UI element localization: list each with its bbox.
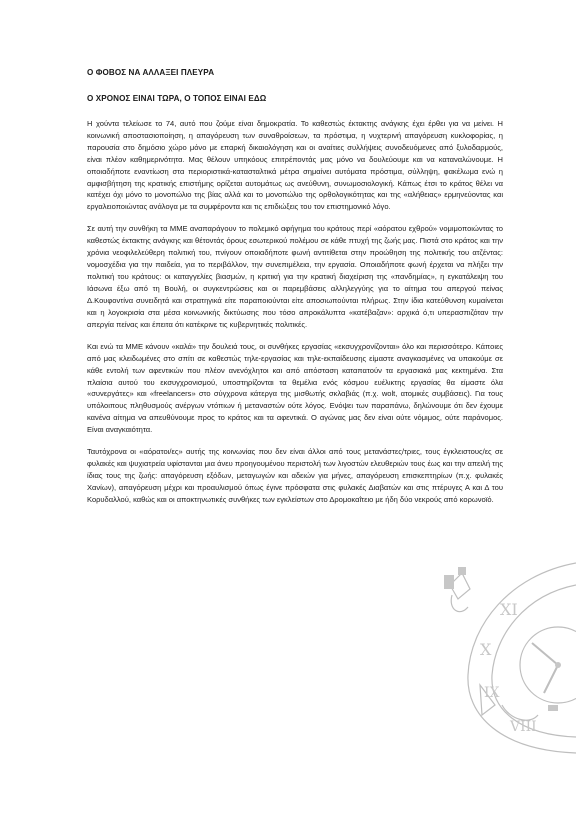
- svg-text:IX: IX: [484, 685, 500, 701]
- svg-text:X: X: [480, 640, 492, 659]
- svg-text:VIII: VIII: [510, 719, 537, 735]
- paragraph: Ταυτόχρονα οι «αόρατοι/ες» αυτής της κοινωνίας που δεν είναι άλλοι από τους μετανάστες/τριες, τους έγκλειστους/ες σε φυλακές και ψυχιατρεία υφίστανται μια άνευ προηγουμένου περιστολή των λιγοστών ελευθεριών τους έως και την απειλή της ίδιας τους της ζωής: απαγόρευση εξόδων, μεταγωγών και αδειών για μήνες, απαγόρευση επισκεπτηρίων (π.χ. φυλακές Χανίων), απαγόρευση μέχρι και προαυλισμού όπως έγινε πρόσφατα στις φυλακές Διαβατών και στις πτέρυγες Α και Δ του Κορυδαλλού, καθώς και οι αποκτηνωτικές συνθήκες των εγκλείστων στο Δρομοκαΐτειο με ήδη δύο νεκρούς από κορωνοϊό.: [87, 447, 503, 504]
- paragraph: Η χούντα τελείωσε το 74, αυτό που ζούμε είναι δημοκρατία. Το καθεστώς έκτακτης ανάγκης έχει έρθει για να μείνει. Η κοινωνική αποστασιοποίηση, η απαγόρευση των συναθροίσεων, τα πρόστιμα, η νυχτερινή απαγόρευση κυκλοφορίας, η παρουσία στο δημόσιο χώρο μόνο με επαρκή δικαιολόγηση και οι αναίτιες συλλήψεις συνοδευόμενες από ξυλοδαρμούς, είναι πλέον καθημερινότητα. Μας θέλουν υπηκόους επιτρέποντάς μας μόνο να δουλεύουμε και να καταναλώνουμε. Η οποιαδήποτε εναντίωση στα περιοριστικά-κατασταλτικά μέτρα σημαίνει αυτόματα πρόστιμα, σύλληψη, φακέλωμα ενώ η αμφισβήτηση της κρατικής επιστήμης ορίζεται αυτομάτως ως ανεύθυνη, συνωμοσιολογική. Κάπως έτσι το κράτος θέλει να κατέχει όχι μόνο το μονοπώλιο της βίας αλλά και το μονοπώλιο της ορθολογικότητας και της «αλήθειας» ερμηνεύοντας και εργαλειοποιώντας ανάλογα με τα συμφέροντα και τις επιδιώξεις του τον επιστημονικό λόγο.: [87, 119, 503, 212]
- document-heading: Ο ΦΟΒΟΣ ΝΑ ΑΛΛΑΞΕΙ ΠΛΕΥΡΑ: [87, 68, 215, 77]
- document-body: [87, 67, 503, 516]
- svg-text:XI: XI: [500, 600, 518, 619]
- paragraph: Και ενώ τα ΜΜΕ κάνουν «καλά» την δουλειά τους, οι συνθήκες εργασίας «εκσυγχρονίζονται» όλο και περισσότερο. Κάποιες από μας κλειδωμένες στο σπίτι σε καθεστώς τηλε-εργασίας και τηλε-εκπαίδευσης είμαστε αναγκασμένες να υπακούμε σε κάθε εντολή των αφεντικών που πλέον ανενόχλητοι και από απόσταση καταπατούν τα εργασιακά μας κεκτημένα. Στα πλαίσια αυτού του εκσυγχρονισμού, υποστηρίζονται τα θεμέλια ενός κόσμου ευέλικτης εργασίας θα είμαστε όλα «συνεργάτες» και «freelancers» στο σύγχρονα κάτεργα της μισθωτής σκλαβιάς (π.χ. wolt, ατομικές συμβάσεις). Για τους υπόλοιπους πληθυσμούς ανέργων ντόπιων ή μεταναστών ούτε λόγος. Ενόψει των παραπάνω, δηλώνουμε ότι δεν έχουμε κανένα αίτημα να απευθύνουμε προς το κράτος και τα αφεντικά. Ο αγώνας μας δεν είναι ούτε νόμιμος, ούτε παράνομος. Είναι αναγκαιότητα.: [87, 341, 503, 435]
- clock-watermark-illustration: [440, 555, 576, 755]
- paragraph: Σε αυτή την συνθήκη τα ΜΜΕ αναπαράγουν το πολεμικό αφήγημα του κράτους περί «αόρατου εχθρού» νομιμοποιώντας το καθεστώς έκτακτης ανάγκης και θέτοντάς όρους εσωτερικού πολέμου σε κάθε πτυχή της ζωής μας. Πιστά στο κράτος και την χρόνια νεοφιλελεύθερη πολιτική του, πνίγουν οποιαδήποτε φωνή αντιτίθεται στην προώθηση της πολιτικής του ατζέντας: νομοσχέδια για την παιδεία, για το περιβάλλον, την συνεπιμέλεια, την εργασία. Οποιαδήποτε φωνή έρχεται να πλήξει την πολιτική του κράτους: οι καταγγελίες βιασμών, η κριτική για την κρατική διαχείριση της «πανδημίας», η εγκατάλειψη του Ιάσωνα έξω από τη Βουλή, οι συγκεντρώσεις και οι παρεμβάσεις αλληλεγγύης για το αίτημα του απεργού πείνας Δ.Κουφοντίνα συνειδητά και στρατηγικά είτε παραποιούνται είτε αποσιωπούνται πλήρως. Στην ίδια κατεύθυνση κυμαίνεται και η λογοκρισία στα μέσα κοινωνικής δικτύωσης που τόσο απροκάλυπτα «κατέβαζαν»: αρχικά ό,τι υπερασπιζόταν την απεργία πείνας και έπειτα ότι κατέκρινε τις κυβερνητικές πολιτικές.: [87, 224, 503, 329]
- document-subheading: Ο ΧΡΟΝΟΣ ΕΙΝΑΙ ΤΩΡΑ, Ο ΤΟΠΟΣ ΕΙΝΑΙ ΕΔΩ: [87, 94, 267, 103]
